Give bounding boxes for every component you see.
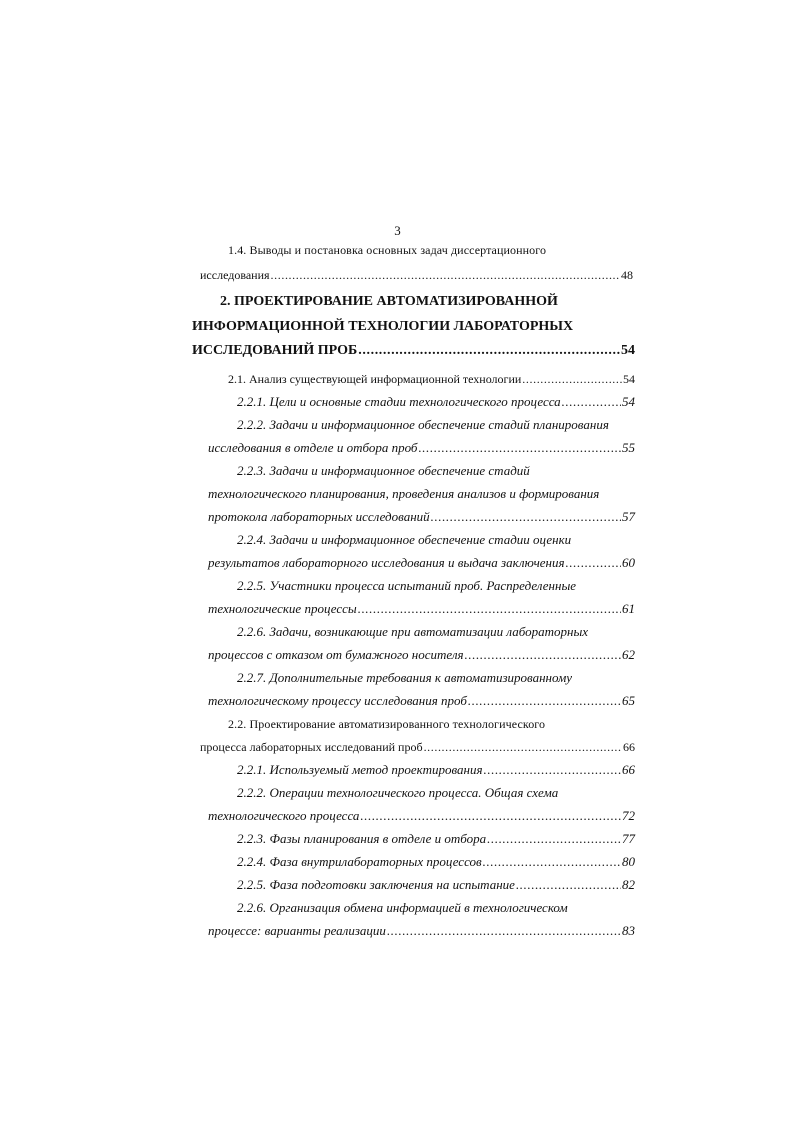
toc-chapter-2-line-3: ИССЛЕДОВАНИЙ ПРОБ ..... 54 (192, 343, 635, 359)
toc-entry-2-2-6-a-line-2: процессов с отказом от бумажного носителя ..... 62 (208, 647, 635, 663)
toc-page-number: 54 (622, 394, 635, 409)
toc-chapter-2-line-2: ИНФОРМАЦИОННОЙ ТЕХНОЛОГИИ ЛАБОРАТОРНЫХ (192, 319, 574, 334)
toc-chapter-2-line-1: 2. ПРОЕКТИРОВАНИЕ АВТОМАТИЗИРОВАННОЙ (220, 294, 558, 309)
toc-page-number: 61 (622, 601, 635, 616)
toc-entry-2-2-1-a: 2.2.1. Цели и основные стадии технологического процесса ..... 54 (237, 394, 635, 410)
toc-page-number: 60 (622, 555, 635, 570)
toc-entry-2-2-4-a-line-1: 2.2.4. Задачи и информационное обеспечение стадии оценки (237, 532, 572, 547)
toc-entry-2-2-2-a-line-2: исследования в отделе и отбора проб ..... 55 (208, 440, 635, 456)
toc-entry-1-4-line-2: исследования ..... 48 (200, 267, 633, 283)
toc-page-number: 82 (622, 877, 635, 892)
toc-entry-2-2-1-b: 2.2.1. Используемый метод проектирования ..... 66 (237, 762, 635, 778)
toc-entry-2-2-5-b: 2.2.5. Фаза подготовки заключения на испытание ..... 82 (237, 877, 635, 893)
toc-entry-2-2-3-a-line-2: технологического планирования, проведения анализов и формирования (208, 486, 600, 501)
toc-entry-2-2-7-line-1: 2.2.7. Дополнительные требования к автоматизированному (237, 670, 573, 685)
toc-page-number: 62 (622, 647, 635, 662)
toc-entry-2-2-line-1: 2.2. Проектирование автоматизированного технологического (228, 717, 546, 731)
toc-entry-2-2-7-line-2: технологическому процессу исследования проб ..... 65 (208, 693, 635, 709)
toc-entry-2-2-5-a-line-2: технологические процессы ..... 61 (208, 601, 635, 617)
toc-page-number: 54 (621, 343, 635, 358)
toc-page-number: 83 (622, 923, 635, 938)
toc-entry-2-2-6-b-line-1: 2.2.6. Организация обмена информацией в технологическом (237, 900, 568, 915)
toc-entry-2-2-6-a-line-1: 2.2.6. Задачи, возникающие при автоматизации лабораторных (237, 624, 589, 639)
toc-page-number: 57 (622, 509, 635, 524)
toc-entry-2-2-3-a-line-3: протокола лабораторных исследований ..... 57 (208, 509, 635, 525)
toc-page-number: 48 (621, 268, 633, 282)
toc-entry-2-2-line-2: процесса лабораторных исследований проб ..... 66 (200, 739, 635, 755)
toc-entry-2-2-4-b: 2.2.4. Фаза внутрилабораторных процессов ..... 80 (237, 854, 635, 870)
toc-page-number: 55 (622, 440, 635, 455)
toc-page-number: 66 (623, 740, 635, 754)
toc-page-number: 77 (622, 831, 635, 846)
toc-entry-2-2-3-a-line-1: 2.2.3. Задачи и информационное обеспечение стадий (237, 463, 530, 478)
toc-entry-2-2-4-a-line-2: результатов лабораторного исследования и выдача заключения ..... 60 (208, 555, 635, 571)
toc-entry-2-1: 2.1. Анализ существующей информационной технологии ..... 54 (228, 371, 635, 387)
toc-page-number: 72 (622, 808, 635, 823)
toc-entry-2-2-6-b-line-2: процессе: варианты реализации ..... 83 (208, 923, 635, 939)
toc-entry-2-2-2-b-line-2: технологического процесса ..... 72 (208, 808, 635, 824)
toc-entry-1-4-line-1: 1.4. Выводы и постановка основных задач диссертационного (228, 243, 547, 257)
toc-entry-2-2-3-b: 2.2.3. Фазы планирования в отделе и отбора ..... 77 (237, 831, 635, 847)
toc-entry-2-2-2-b-line-1: 2.2.2. Операции технологического процесса. Общая схема (237, 785, 559, 800)
page-number: 3 (394, 223, 401, 238)
toc-entry-2-2-5-a-line-1: 2.2.5. Участники процесса испытаний проб. Распределенные (237, 578, 577, 593)
toc-entry-2-2-2-a-line-1: 2.2.2. Задачи и информационное обеспечение стадий планирования (237, 417, 609, 432)
toc-page-number: 54 (623, 372, 635, 386)
toc-page-number: 80 (622, 854, 635, 869)
toc-page-number: 65 (622, 693, 635, 708)
toc-page-number: 66 (622, 762, 635, 777)
